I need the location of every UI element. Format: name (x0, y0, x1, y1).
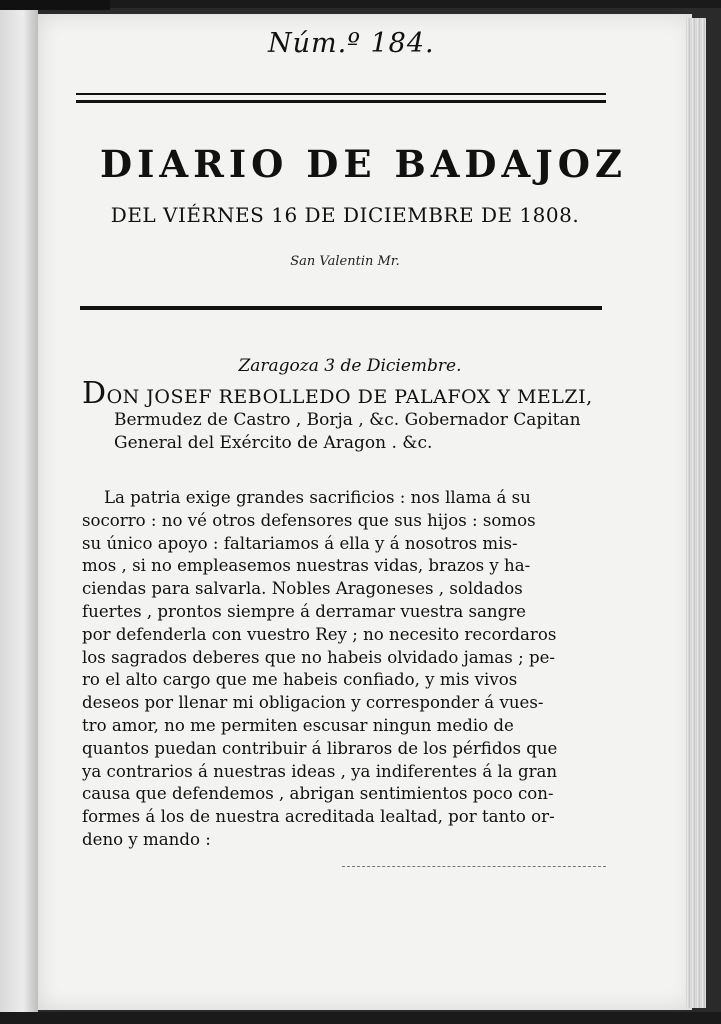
header-double-rule (76, 93, 606, 103)
body-line: socorro : no vé otros defensores que sus hijos : somos (82, 510, 536, 530)
saint-of-day: San Valentin Mr. (290, 254, 400, 269)
body-line: causa que defendemos , abrigan sentimientos poco con- (82, 784, 554, 804)
drop-cap: D (82, 376, 107, 411)
body-line: formes á los de nuestra acreditada lealtad, por tanto or- (82, 807, 555, 827)
body-line: los sagrados deberes que no habeis olvidado jamas ; pe- (82, 647, 556, 667)
heading-line-2: Bermudez de Castro , Borja , &c. Gobernador Capitan (114, 410, 581, 430)
body-line: su único apoyo : faltariamos á ella y á nosotros mis- (82, 533, 518, 553)
body-line: deseos por llenar mi obligacion y corresponder á vues- (82, 693, 544, 713)
body-line: fuertes , prontos siempre á derramar vuestra sangre (82, 601, 526, 621)
place-date: Zaragoza 3 de Diciembre. (238, 356, 462, 376)
body-line: mos , si no empleasemos nuestras vidas, brazos y ha- (82, 556, 531, 576)
dateline: DEL VIÉRNES 16 DE DICIEMBRE DE 1808. (110, 203, 580, 227)
decree-heading (82, 376, 622, 455)
body-line: ya contrarios á nuestras ideas , ya indiferentes á la gran (82, 761, 558, 781)
body-line: quantos puedan contribuir á libraros de los pérfidos que (82, 738, 558, 758)
heading-name: ON JOSEF REBOLLEDO DE PALAFOX Y MELZI, (106, 386, 593, 408)
header-thick-rule (80, 306, 602, 310)
issue-number: Núm.º 184. (268, 28, 435, 59)
heading-line-1 (82, 376, 622, 411)
body-line: ciendas para salvarla. Nobles Aragoneses , soldados (82, 579, 523, 599)
decree-body (82, 487, 614, 852)
footer-rule (342, 866, 606, 867)
heading-line-3: General del Exército de Aragon . &c. (114, 433, 433, 453)
body-line: por defenderla con vuestro Rey ; no necesito recordaros (82, 624, 557, 644)
body-line: ro el alto cargo que me habeis confiado, y mis vivos (82, 670, 518, 690)
body-line: La patria exige grandes sacrificios : nos llama á su (104, 488, 531, 507)
body-line: tro amor, no me permiten escusar ningun medio de (82, 715, 514, 735)
masthead-title: DIARIO DE BADAJOZ (100, 142, 627, 186)
body-line: deno y mando : (82, 829, 211, 849)
